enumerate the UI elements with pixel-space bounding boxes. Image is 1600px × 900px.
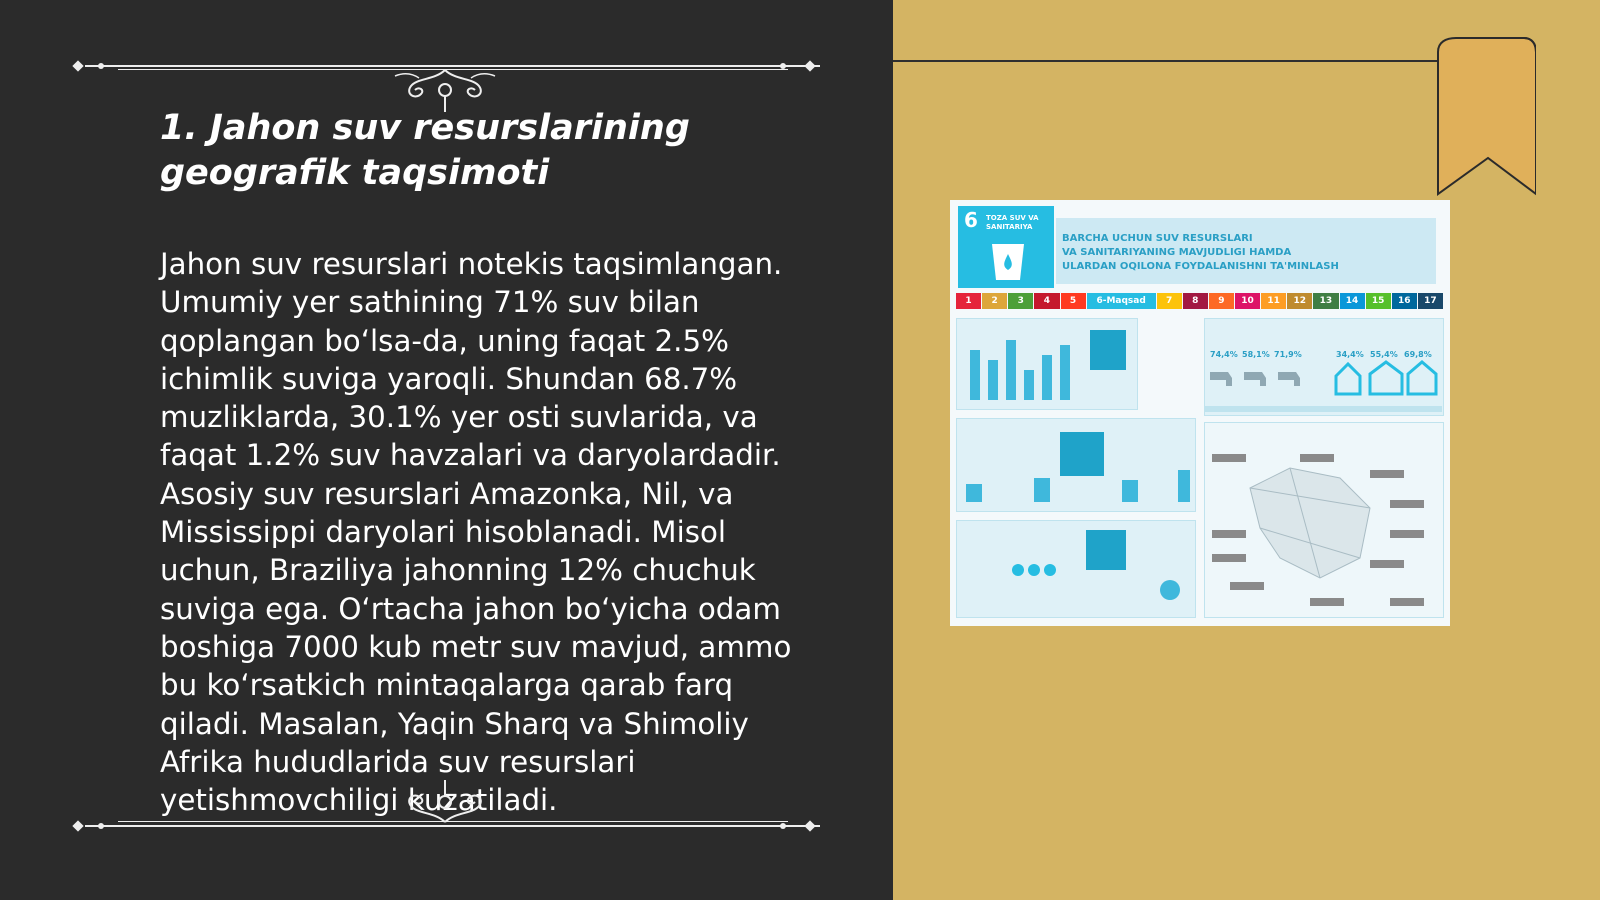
slide-body: Jahon suv resurslari notekis taqsimlangan. Umumiy yer sathining 71% suv bilan qoplangan bo‘lsa-da, uning faqat 2.5% ichimlik suviga yaroqli. Shundan 68.7% muzliklarda, 30.1% yer osti suvlarida, va faqat 1.2% suv havzalari va daryolardadir. Asosiy suv resurslari Amazonka, Nil, va Mississippi daryolari hisoblanadi. Misol uchun, Braziliya jahonning 12% chuchuk suviga ega. O‘rtacha jahon bo‘yicha odam boshiga 7000 kub metr suv mavjud, ammo bu ko‘rsatkich mintaqalarga qarab farq qiladi. Masalan, Yaqin Sharq va Shimoliy Afrika hududlarida suv resurslari yetishmovchiligi kuzatiladi.: [160, 247, 792, 818]
sdg6-infographic: [950, 200, 1450, 626]
water-tap-icon: [1208, 362, 1308, 392]
slide-title: 1. Jahon suv resurslarining geografik taqsimoti: [160, 108, 690, 193]
sdg-goal-cell: 5: [1061, 293, 1086, 309]
sdg-goal-cell: 10: [1235, 293, 1260, 309]
sdg-goal-cell: 14: [1340, 293, 1365, 309]
sdg-goal-cell: 17: [1418, 293, 1443, 309]
header-rule: [893, 60, 1440, 62]
headline-line-3: ULARDAN OQILONA FOYDALANISHNI TA'MINLASH: [1062, 261, 1339, 272]
water-glass-icon: [988, 240, 1028, 284]
info-panel: [956, 520, 1196, 618]
tap-value: 58,1%: [1242, 350, 1270, 359]
tap-value: 74,4%: [1210, 350, 1238, 359]
flourish-icon: [375, 776, 515, 826]
sdg-goal-cell: 12: [1287, 293, 1312, 309]
goal-badge: 6 TOZA SUV VA SANITARIYA: [958, 206, 1054, 288]
sdg-goal-cell: 13: [1313, 293, 1338, 309]
sdg-goal-cell: 15: [1366, 293, 1391, 309]
sdg-goal-cell: 2: [982, 293, 1007, 309]
sdg-goal-cell: 6-Maqsad: [1087, 293, 1156, 309]
region-map-icon: [1240, 448, 1390, 588]
house-value: 69,8%: [1404, 350, 1432, 359]
sdg-goal-cell: 4: [1034, 293, 1059, 309]
sdg-goal-cell: 1: [956, 293, 981, 309]
sdg-goal-cell: 3: [1008, 293, 1033, 309]
house-value: 34,4%: [1336, 350, 1364, 359]
sdg-goal-cell: 11: [1261, 293, 1286, 309]
headline-line-2: VA SANITARIYANING MAVJUDLIGI HAMDA: [1062, 247, 1292, 258]
headline-line-1: BARCHA UCHUN SUV RESURSLARI: [1062, 233, 1253, 244]
house-value: 55,4%: [1370, 350, 1398, 359]
tap-value: 71,9%: [1274, 350, 1302, 359]
sdg-goal-cell: 9: [1209, 293, 1234, 309]
sdg-goal-cell: 7: [1157, 293, 1182, 309]
house-icon: [1334, 360, 1438, 396]
sdg-goal-cell: 8: [1183, 293, 1208, 309]
sdg-goal-cell: 16: [1392, 293, 1417, 309]
bookmark-ribbon-icon: [1436, 36, 1536, 196]
